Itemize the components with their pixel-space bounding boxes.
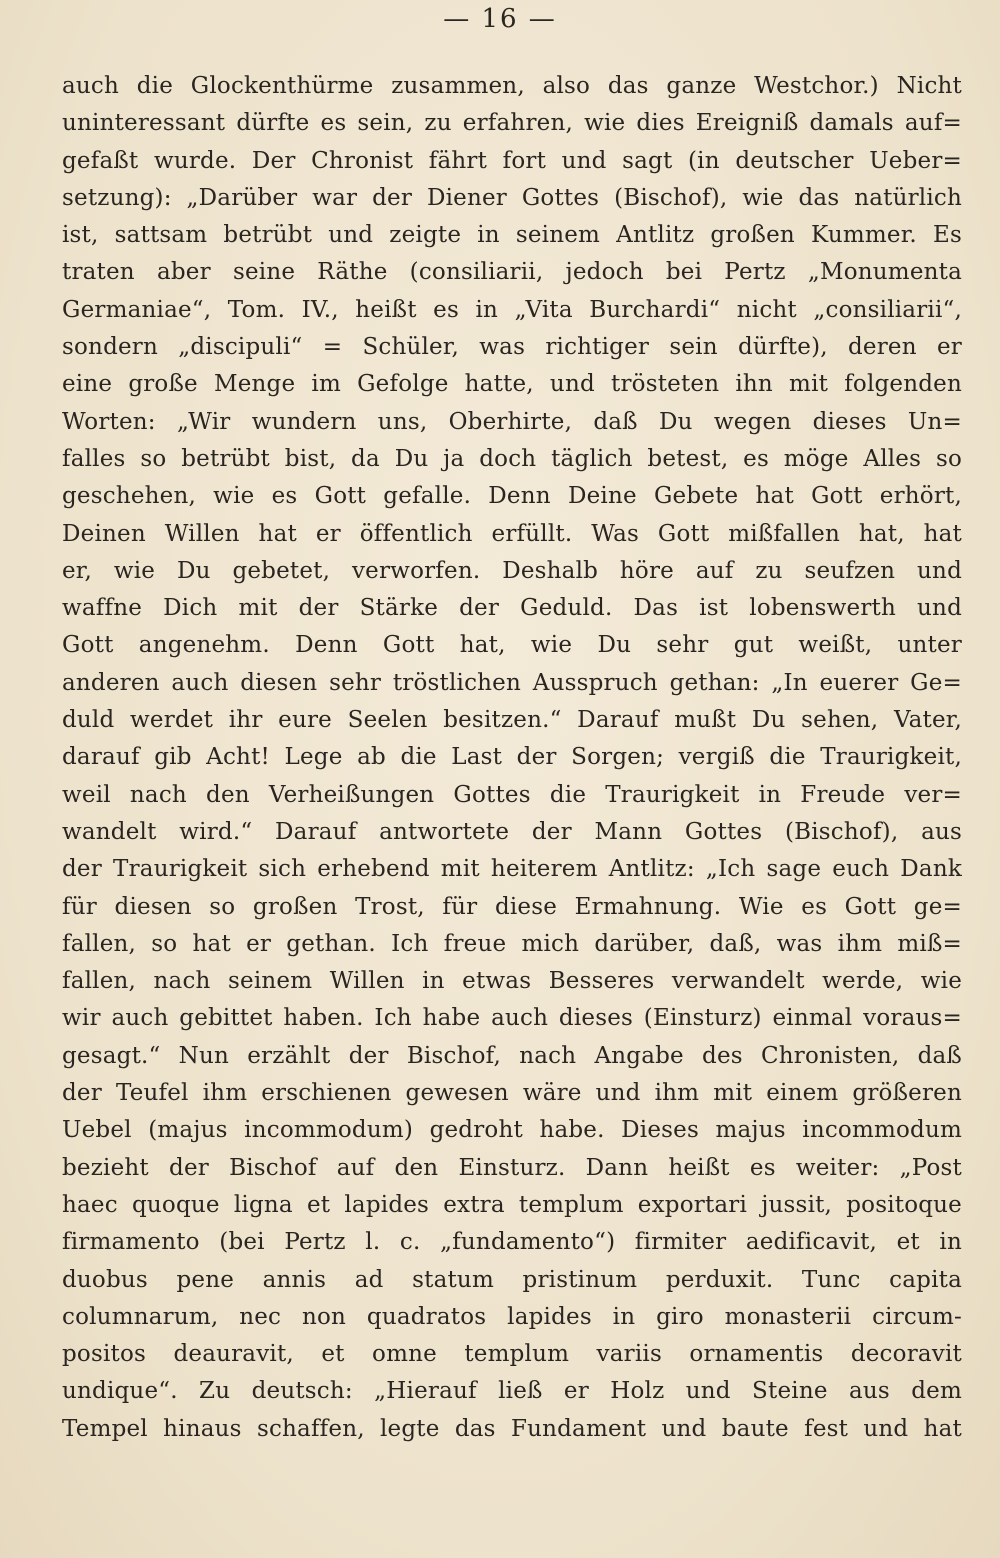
text-line: positos deauravit, et omne templum variis ornamentis decoravit [62,1341,962,1368]
text-line: Tempel hinaus schaffen, legte das Fundament und baute fest und hat [62,1415,962,1442]
text-line: columnarum, nec non quadratos lapides in giro monasterii circum- [62,1303,962,1330]
text-line: anderen auch diesen sehr tröstlichen Ausspruch gethan: „In euerer Ge= [62,669,962,696]
text-line: weil nach den Verheißungen Gottes die Traurigkeit in Freude ver= [62,781,962,808]
text-line: Germaniae“, Tom. IV., heißt es in „Vita Burchardi“ nicht „consiliarii“, [62,296,962,323]
text-line: duld werdet ihr eure Seelen besitzen.“ Darauf mußt Du sehen, Vater, [62,707,962,734]
text-line: er, wie Du gebetet, verworfen. Deshalb höre auf zu seufzen und [62,557,962,584]
text-line: eine große Menge im Gefolge hatte, und trösteten ihn mit folgenden [62,371,962,398]
text-line: fallen, nach seinem Willen in etwas Besseres verwandelt werde, wie [62,968,962,995]
text-line: Uebel (majus incommodum) gedroht habe. Dieses majus incommodum [62,1117,962,1144]
body-text [62,68,962,1448]
text-line: der Teufel ihm erschienen gewesen wäre und ihm mit einem größeren [62,1080,962,1107]
text-line: bezieht der Bischof auf den Einsturz. Dann heißt es weiter: „Post [62,1154,962,1181]
text-line: sondern „discipuli“ = Schüler, was richtiger sein dürfte), deren er [62,334,962,361]
text-line: undique“. Zu deutsch: „Hierauf ließ er Holz und Steine aus dem [62,1378,962,1405]
text-line: waffne Dich mit der Stärke der Geduld. Das ist lobenswerth und [62,595,962,622]
text-line: ist, sattsam betrübt und zeigte in seinem Antlitz großen Kummer. Es [62,222,962,249]
text-line: Worten: „Wir wundern uns, Oberhirte, daß Du wegen dieses Un= [62,408,962,435]
text-line: firmamento (bei Pertz l. c. „fundamento“) firmiter aedificavit, et in [62,1229,962,1256]
page-number: — 16 — [443,4,557,34]
text-line: fallen, so hat er gethan. Ich freue mich darüber, daß, was ihm miß= [62,930,962,957]
text-line: gesagt.“ Nun erzählt der Bischof, nach Angabe des Chronisten, daß [62,1042,962,1069]
text-line: auch die Glockenthürme zusammen, also das ganze Westchor.) Nicht [62,73,962,99]
text-line: darauf gib Acht! Lege ab die Last der Sorgen; vergiß die Traurigkeit, [62,744,962,771]
text-line: duobus pene annis ad statum pristinum perduxit. Tunc capita [62,1266,962,1293]
text-line: traten aber seine Räthe (consiliarii, jedoch bei Pertz „Monumenta [62,259,962,286]
text-line: setzung): „Darüber war der Diener Gottes (Bischof), wie das natürlich [62,184,962,211]
text-line: wandelt wird.“ Darauf antwortete der Mann Gottes (Bischof), aus [62,818,962,845]
text-line: für diesen so großen Trost, für diese Ermahnung. Wie es Gott ge= [62,893,962,920]
text-line: uninteressant dürfte es sein, zu erfahren, wie dies Ereigniß damals auf= [62,110,962,137]
text-line: Gott angenehm. Denn Gott hat, wie Du sehr gut weißt, unter [62,632,962,659]
text-line: wir auch gebittet haben. Ich habe auch dieses (Einsturz) einmal voraus= [62,1005,962,1032]
text-line: falles so betrübt bist, da Du ja doch täglich betest, es möge Alles so [62,445,962,472]
text-line: haec quoque ligna et lapides extra templum exportari jussit, positoque [62,1191,962,1218]
text-line: gefaßt wurde. Der Chronist fährt fort und sagt (in deutscher Ueber= [62,147,962,174]
text-line: geschehen, wie es Gott gefalle. Denn Deine Gebete hat Gott erhört, [62,483,962,510]
text-line: Deinen Willen hat er öffentlich erfüllt. Was Gott mißfallen hat, hat [62,520,962,547]
text-line: der Traurigkeit sich erhebend mit heiterem Antlitz: „Ich sage euch Dank [62,856,962,883]
